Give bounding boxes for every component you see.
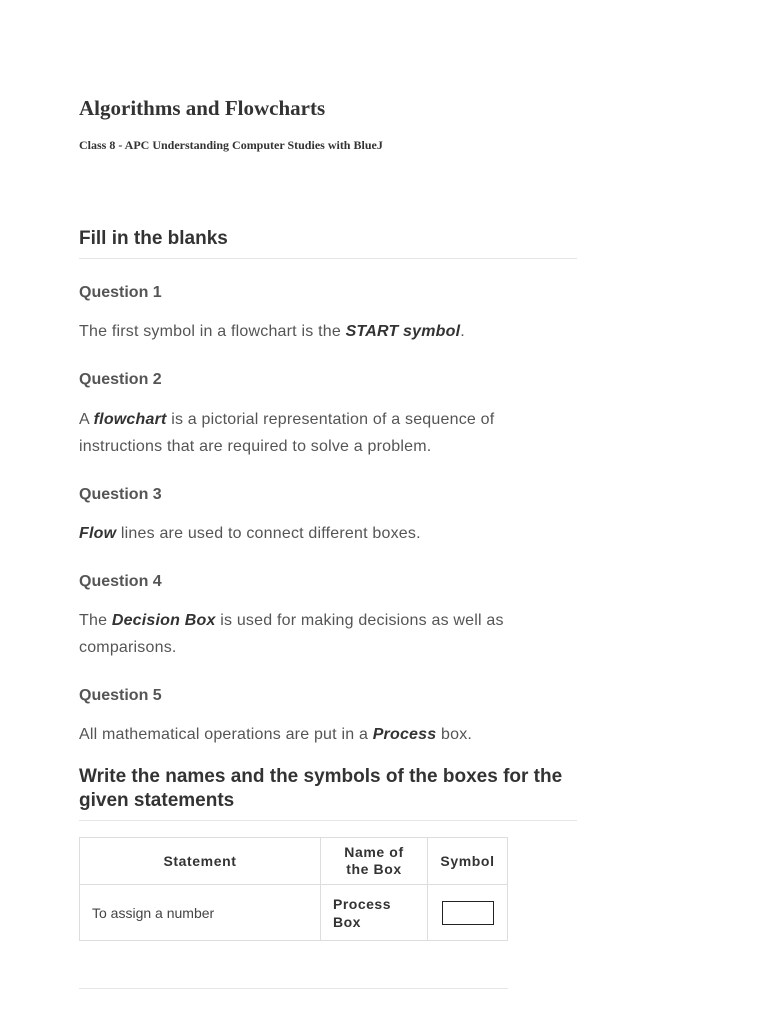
table-row [80, 885, 508, 941]
question-text-after: lines are used to connect different boxes. [116, 525, 421, 542]
question-answer: Flow [79, 525, 117, 542]
question-text-before: The [79, 612, 112, 629]
section-heading-box-names: Write the names and the symbols of the boxes for the given statements [79, 766, 563, 811]
question-text-after: is used for making decisions as well as comparisons. [79, 612, 504, 656]
question-2-text [79, 406, 549, 460]
question-answer: flowchart [93, 411, 167, 428]
question-1-label: Question 1 [79, 284, 162, 301]
question-3-text [79, 520, 549, 547]
question-answer: Decision Box [111, 612, 216, 629]
page-title: Algorithms and Flowcharts [79, 96, 326, 120]
section-divider [79, 258, 577, 259]
question-5-label: Question 5 [79, 687, 162, 704]
cell-symbol [428, 885, 508, 941]
column-header-box-name: Name of the Box [321, 838, 428, 885]
table-header-row [80, 838, 508, 885]
question-1-text [79, 318, 549, 345]
question-3-label: Question 3 [79, 486, 162, 503]
cell-box-name: Process Box [321, 885, 428, 941]
column-header-symbol: Symbol [428, 838, 508, 885]
question-text-before: A [79, 411, 94, 428]
cell-statement: To assign a number [80, 885, 321, 941]
section-heading-fill-blanks: Fill in the blanks [79, 228, 228, 249]
page-subtitle: Class 8 - APC Understanding Computer Studies with BlueJ [79, 138, 383, 152]
question-text-after: . [460, 323, 465, 340]
boxes-table [79, 837, 508, 941]
question-2-label: Question 2 [79, 371, 162, 388]
question-text-after: box. [436, 726, 473, 743]
process-box-symbol [442, 901, 494, 925]
question-5-text [79, 721, 549, 748]
question-text-before: The first symbol in a flowchart is the [79, 323, 346, 340]
bottom-divider [79, 988, 508, 989]
section-divider [79, 820, 577, 821]
question-text-after: is a pictorial representation of a sequence of instructions that are required to solve a problem. [79, 411, 495, 455]
question-answer: Process [372, 726, 437, 743]
question-4-label: Question 4 [79, 573, 162, 590]
question-text-before: All mathematical operations are put in a [79, 726, 373, 743]
question-answer: START symbol [345, 323, 461, 340]
question-4-text [79, 607, 549, 661]
column-header-statement: Statement [80, 838, 321, 885]
